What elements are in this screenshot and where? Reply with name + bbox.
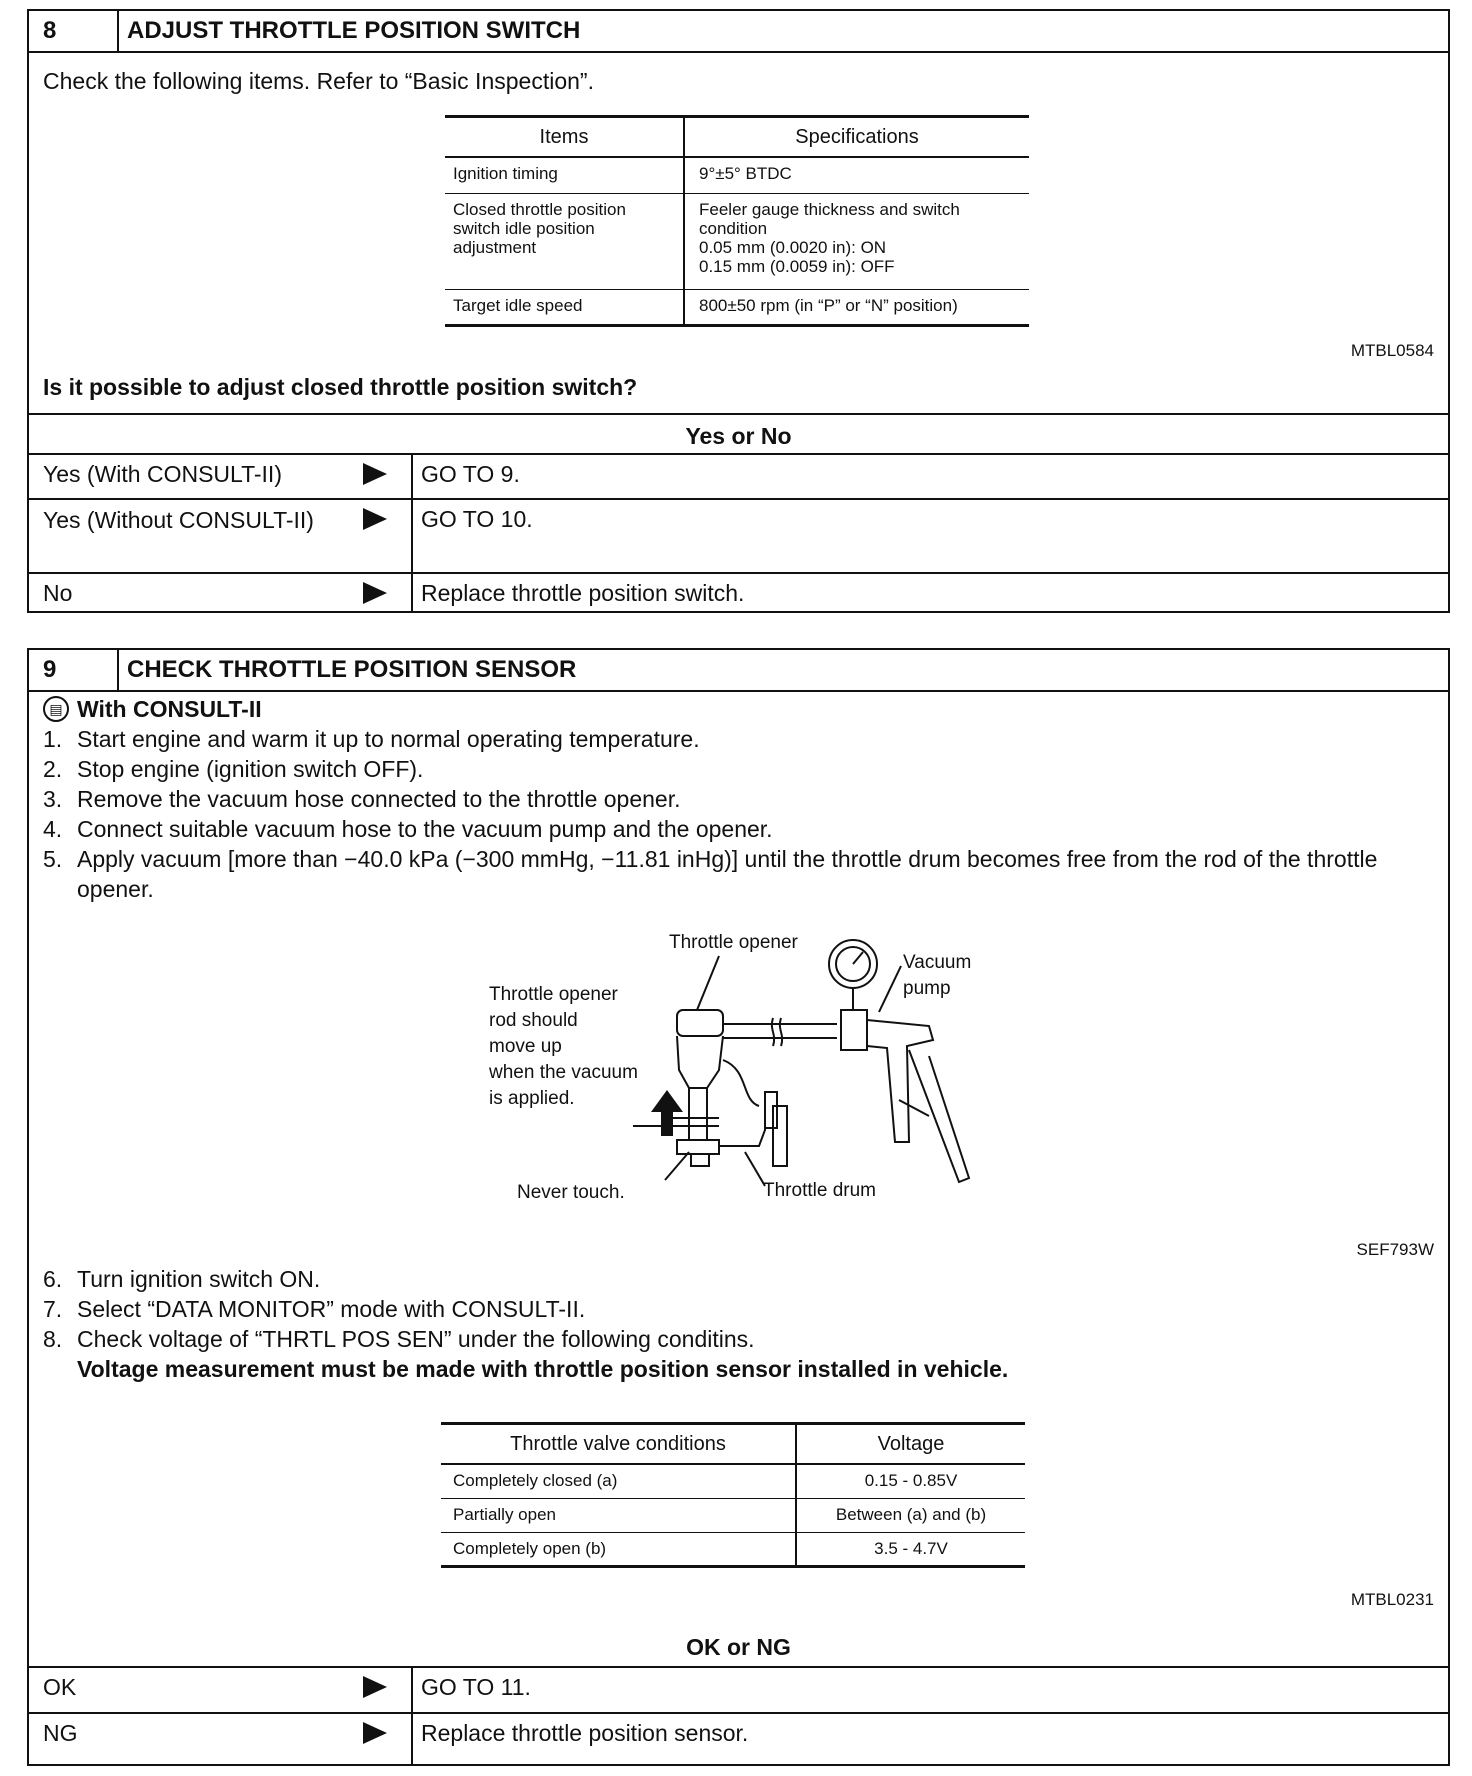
section-8 xyxy=(27,9,1450,613)
consult-mode-label xyxy=(43,694,262,724)
list-item xyxy=(43,844,1433,904)
answer-header-label: OK or NG xyxy=(686,1634,791,1660)
answer-row-ng[interactable] xyxy=(29,1712,1448,1764)
answer-row-yes-consult[interactable] xyxy=(29,453,1448,498)
list-item xyxy=(43,754,1433,784)
spec-value: Feeler gauge thickness and switch condition 0.05 mm (0.0020 in): ON 0.15 mm (0.0059 in): OFF xyxy=(684,193,1029,289)
list-item xyxy=(43,784,1433,814)
label-rod-line-2: rod should xyxy=(489,1010,578,1031)
spec-value: 9°±5° BTDC xyxy=(684,157,1029,193)
spec-item: Closed throttle position switch idle position adjustment xyxy=(445,193,684,289)
label-rod-line-1: Throttle opener xyxy=(489,984,618,1005)
spec-item: Ignition timing xyxy=(445,157,684,193)
step-number: 6. xyxy=(43,1266,63,1292)
voltage-cell: 3.5 - 4.7V xyxy=(796,1532,1025,1566)
arrow-right-icon xyxy=(363,508,387,530)
label-pump: pump xyxy=(903,978,951,999)
step-number: 2. xyxy=(43,756,63,782)
label-never-touch: Never touch. xyxy=(517,1182,625,1203)
answer-row-ok[interactable] xyxy=(29,1666,1448,1712)
consult-icon: ▤ xyxy=(43,696,69,722)
answer-label: No xyxy=(43,580,73,606)
section-9-number: 9 xyxy=(29,650,119,690)
answer-label: NG xyxy=(43,1720,78,1746)
section-9-voltage-table xyxy=(441,1422,1025,1568)
answer-action: GO TO 9. xyxy=(421,461,520,487)
spec-value: 800±50 rpm (in “P” or “N” position) xyxy=(684,289,1029,325)
table-header-voltage: Voltage xyxy=(796,1424,1025,1465)
label-rod-line-3: move up xyxy=(489,1036,562,1057)
step-number: 4. xyxy=(43,816,63,842)
table-row xyxy=(445,289,1029,325)
spec-item: Target idle speed xyxy=(445,289,684,325)
table-row xyxy=(441,1532,1025,1566)
voltage-note: Voltage measurement must be made with throttle position sensor installed in vehicle. xyxy=(77,1356,1009,1382)
step-text: Check voltage of “THRTL POS SEN” under the following conditins. xyxy=(77,1326,755,1352)
answer-row-yes-no-consult[interactable] xyxy=(29,498,1448,572)
section-8-title: ADJUST THROTTLE POSITION SWITCH xyxy=(127,17,581,44)
table-row xyxy=(445,157,1029,193)
figure-code: SEF793W xyxy=(1356,1240,1434,1259)
answer-header xyxy=(29,1624,1448,1668)
step-number: 1. xyxy=(43,726,63,752)
condition-cell: Completely closed (a) xyxy=(441,1464,796,1498)
table-code: MTBL0584 xyxy=(1350,341,1434,360)
step-text: Stop engine (ignition switch OFF). xyxy=(77,756,424,782)
arrow-right-icon xyxy=(363,582,387,604)
answer-label: Yes (Without CONSULT-II) xyxy=(43,507,314,533)
section-8-question: Is it possible to adjust closed throttle position switch? xyxy=(43,374,638,400)
arrow-right-icon xyxy=(363,1722,387,1744)
table-row xyxy=(445,193,1029,289)
answer-action: GO TO 11. xyxy=(421,1674,531,1700)
label-throttle-opener: Throttle opener xyxy=(669,932,798,953)
arrow-right-icon xyxy=(363,1676,387,1698)
voltage-cell: Between (a) and (b) xyxy=(796,1498,1025,1532)
list-item xyxy=(43,1264,1433,1294)
step-number: 7. xyxy=(43,1296,63,1322)
step-text: Select “DATA MONITOR” mode with CONSULT-II. xyxy=(77,1296,586,1322)
label-throttle-drum: Throttle drum xyxy=(763,1180,876,1201)
answer-action: Replace throttle position switch. xyxy=(421,580,745,606)
table-header-specifications: Specifications xyxy=(684,117,1029,158)
table-header-conditions: Throttle valve conditions xyxy=(441,1424,796,1465)
step-text: Turn ignition switch ON. xyxy=(77,1266,321,1292)
section-9-title: CHECK THROTTLE POSITION SENSOR xyxy=(127,656,577,683)
table-row xyxy=(441,1498,1025,1532)
table-row xyxy=(441,1464,1025,1498)
throttle-diagram-drawing xyxy=(29,930,1449,1230)
section-9 xyxy=(27,648,1450,1766)
voltage-cell: 0.15 - 0.85V xyxy=(796,1464,1025,1498)
answer-action: Replace throttle position sensor. xyxy=(421,1720,749,1746)
section-8-intro: Check the following items. Refer to “Basic Inspection”. xyxy=(43,68,594,94)
answer-label: Yes (With CONSULT-II) xyxy=(43,461,282,487)
list-item xyxy=(43,1324,1433,1354)
list-item xyxy=(43,1294,1433,1324)
answer-action: GO TO 10. xyxy=(421,506,533,532)
step-number: 5. xyxy=(43,846,63,872)
step-text: Connect suitable vacuum hose to the vacuum pump and the opener. xyxy=(77,816,773,842)
label-rod-line-4: when the vacuum xyxy=(489,1062,638,1083)
list-item xyxy=(43,724,1433,754)
label-vacuum: Vacuum xyxy=(903,952,972,973)
label-rod-line-5: is applied. xyxy=(489,1088,575,1109)
consult-mode-text: With CONSULT-II xyxy=(77,696,262,722)
answer-header-label: Yes or No xyxy=(685,423,792,449)
arrow-right-icon xyxy=(363,463,387,485)
condition-cell: Partially open xyxy=(441,1498,796,1532)
step-text: Remove the vacuum hose connected to the throttle opener. xyxy=(77,786,681,812)
throttle-opener-figure xyxy=(29,930,1448,1230)
section-8-header xyxy=(29,11,1448,53)
steps-list-b xyxy=(43,1264,1433,1354)
step-text: Start engine and warm it up to normal operating temperature. xyxy=(77,726,700,752)
section-9-header xyxy=(29,650,1448,692)
section-8-number: 8 xyxy=(29,11,119,51)
answer-label: OK xyxy=(43,1674,77,1700)
step-number: 3. xyxy=(43,786,63,812)
table-header-items: Items xyxy=(445,117,684,158)
steps-list-a xyxy=(43,724,1433,904)
step-number: 8. xyxy=(43,1326,63,1352)
section-8-spec-table xyxy=(445,115,1029,327)
condition-cell: Completely open (b) xyxy=(441,1532,796,1566)
step-text: Apply vacuum [more than −40.0 kPa (−300 mmHg, −11.81 inHg)] until the throttle drum becomes free from the rod of the throttle opener. xyxy=(77,846,1378,902)
answer-row-no[interactable] xyxy=(29,572,1448,612)
table-code: MTBL0231 xyxy=(1350,1590,1434,1609)
list-item xyxy=(43,814,1433,844)
